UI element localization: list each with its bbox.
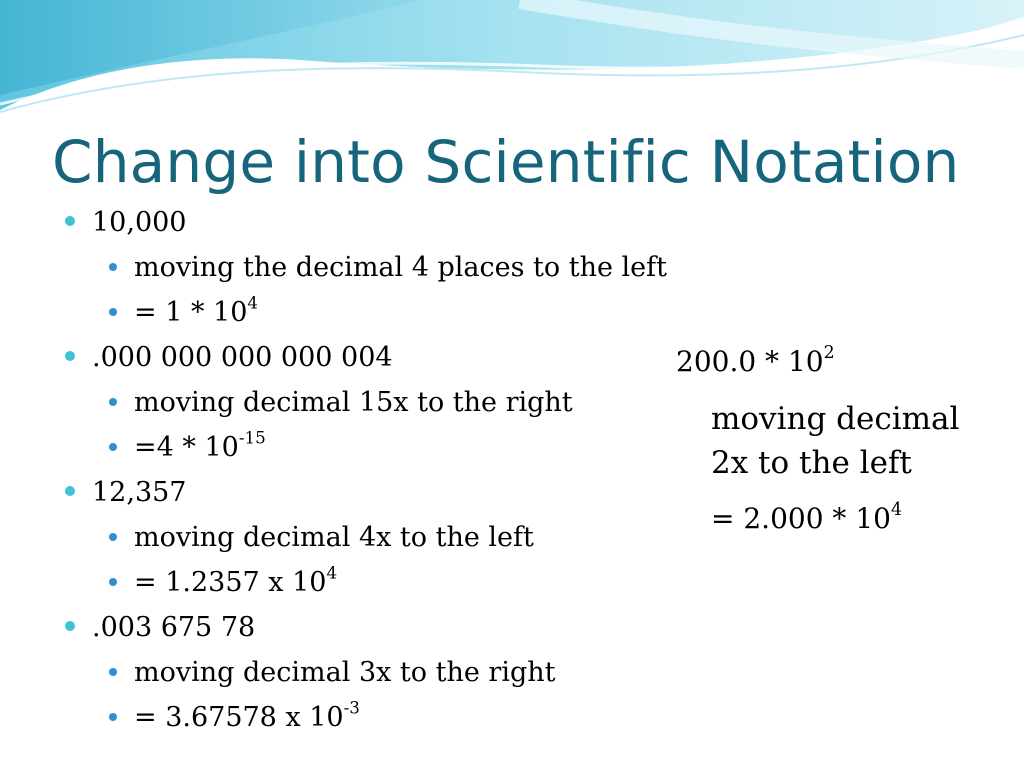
sub-bullet-item <box>60 515 680 560</box>
bullet-dot-icon <box>109 398 117 406</box>
bullet-dot-icon <box>109 443 117 451</box>
sub-bullet-item <box>60 290 680 335</box>
side-example-result <box>711 499 902 535</box>
sub-bullet-text: moving decimal 3x to the right <box>134 657 556 688</box>
sub-bullet-item <box>60 245 680 290</box>
exponent: 4 <box>326 562 338 583</box>
exponent: 4 <box>247 292 259 313</box>
sub-bullet-item <box>60 380 680 425</box>
bullet-text: 12,357 <box>92 477 187 508</box>
sub-bullet-item <box>60 650 680 695</box>
bullet-list <box>60 200 680 740</box>
header-wave-decoration <box>0 0 1024 120</box>
bullet-dot-icon <box>109 533 117 541</box>
bullet-dot-icon <box>65 621 75 631</box>
side-explanation-line: 2x to the left <box>711 445 912 481</box>
sub-bullet-text: = 1 * 10 <box>134 297 248 328</box>
exponent: 2 <box>823 342 835 363</box>
bullet-text: .000 000 000 000 004 <box>92 342 393 373</box>
side-example-expression <box>676 342 835 378</box>
bullet-text: .003 675 78 <box>92 612 256 643</box>
side-result-text: = 2.000 * 10 <box>711 502 891 535</box>
sub-bullet-text: = 3.67578 x 10 <box>134 702 344 733</box>
bullet-dot-icon <box>65 216 75 226</box>
bullet-dot-icon <box>109 263 117 271</box>
bullet-item <box>60 605 680 650</box>
bullet-item <box>60 470 680 515</box>
bullet-item <box>60 335 680 380</box>
bullet-dot-icon <box>109 668 117 676</box>
slide-title: Change into Scientific Notation <box>52 128 960 196</box>
sub-bullet-text: moving decimal 4x to the left <box>134 522 534 553</box>
sub-bullet-text: = 1.2357 x 10 <box>134 567 327 598</box>
bullet-item <box>60 200 680 245</box>
side-explanation-line: moving decimal <box>711 401 960 437</box>
sub-bullet-item <box>60 425 680 470</box>
sub-bullet-item <box>60 695 680 740</box>
bullet-dot-icon <box>65 486 75 496</box>
bullet-dot-icon <box>109 308 117 316</box>
side-example-explanation <box>711 397 959 485</box>
sub-bullet-text: =4 * 10 <box>134 432 239 463</box>
side-expression-text: 200.0 * 10 <box>676 345 824 378</box>
sub-bullet-item <box>60 560 680 605</box>
bullet-text: 10,000 <box>92 207 187 238</box>
bullet-dot-icon <box>65 351 75 361</box>
exponent: -15 <box>238 427 266 448</box>
sub-bullet-text: moving decimal 15x to the right <box>134 387 573 418</box>
exponent: -3 <box>343 697 360 718</box>
bullet-dot-icon <box>109 578 117 586</box>
bullet-dot-icon <box>109 713 117 721</box>
sub-bullet-text: moving the decimal 4 places to the left <box>134 252 667 283</box>
exponent: 4 <box>890 499 902 520</box>
